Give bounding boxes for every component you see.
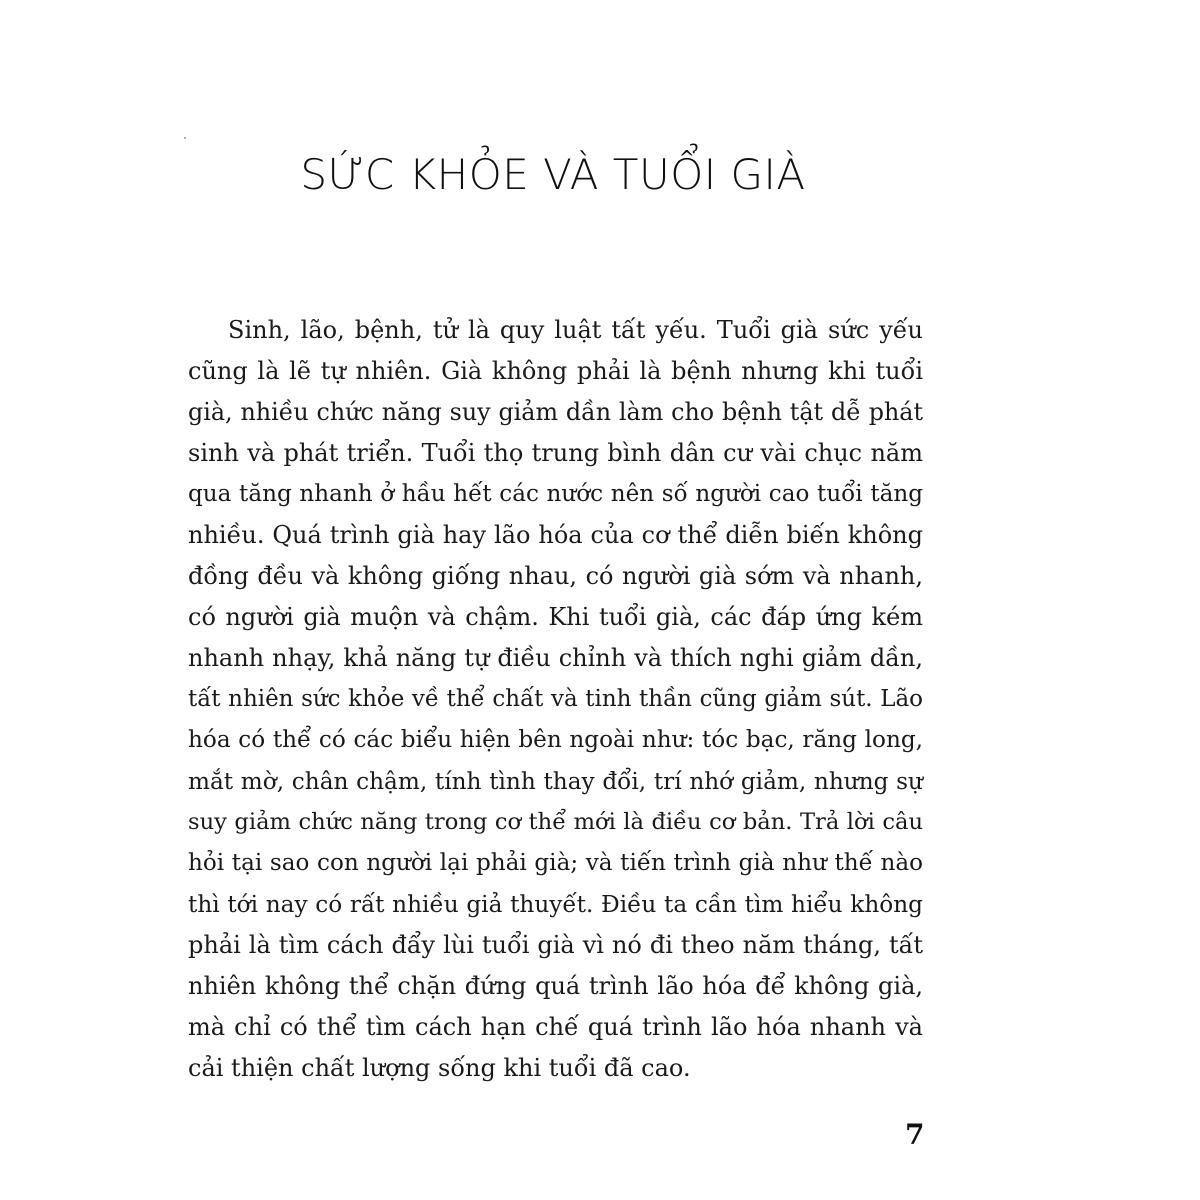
chapter-title: SỨC KHỎE VÀ TUỔI GIÀ [300,150,806,199]
paragraph-line: thì tới nay có rất nhiều giả thuyết. Điều ta cần tìm hiểu không [188,891,923,918]
paragraph-line: hỏi tại sao con người lại phải già; và tiến trình già như thế nào [188,850,923,876]
paragraph-line: cũng là lẽ tự nhiên. Già không phải là bệnh nhưng khi tuổi [188,357,923,385]
paragraph-line: phải là tìm cách đẩy lùi tuổi già vì nó đi theo năm tháng, tất [188,931,923,959]
paragraph-line: mắt mờ, chân chậm, tính tình thay đổi, trí nhớ giảm, nhưng sự [188,768,923,795]
paragraph-line: nhiều. Quá trình già hay lão hóa của cơ thể diễn biến không [188,521,923,549]
paragraph-line: suy giảm chức năng trong cơ thể mới là điều cơ bản. Trả lời câu [188,809,923,835]
paragraph-line: Sinh, lão, bệnh, tử là quy luật tất yếu. Tuổi già sức yếu [228,316,923,344]
paragraph-line: cải thiện chất lượng sống khi tuổi đã cao. [188,1054,691,1082]
body-paragraph [188,310,923,1089]
paragraph-line: sinh và phát triển. Tuổi thọ trung bình dân cư vài chục năm [188,439,923,467]
paragraph-line: qua tăng nhanh ở hầu hết các nước nên số người cao tuổi tăng [188,481,923,507]
paragraph-line: nhanh nhạy, khả năng tự điều chỉnh và thích nghi giảm dần, [188,644,923,672]
paragraph-line: đồng đều và không giống nhau, có người già sớm và nhanh, [188,562,923,590]
paragraph-line: hóa có thể có các biểu hiện bên ngoài như: tóc bạc, răng long, [188,727,923,753]
paragraph-line: mà chỉ có thể tìm cách hạn chế quá trình lão hóa nhanh và [188,1013,923,1041]
paragraph-line: già, nhiều chức năng suy giảm dần làm cho bệnh tật dễ phát [188,398,923,426]
paragraph-line: nhiên không thể chặn đứng quá trình lão hóa để không già, [188,972,923,1000]
paragraph-line: tất nhiên sức khỏe về thể chất và tinh thần cũng giảm sút. Lão [188,686,923,712]
page-number: 7 [905,1118,925,1151]
paragraph-line: có người già muộn và chậm. Khi tuổi già, các đáp ứng kém [188,603,923,631]
print-speck [184,137,186,139]
